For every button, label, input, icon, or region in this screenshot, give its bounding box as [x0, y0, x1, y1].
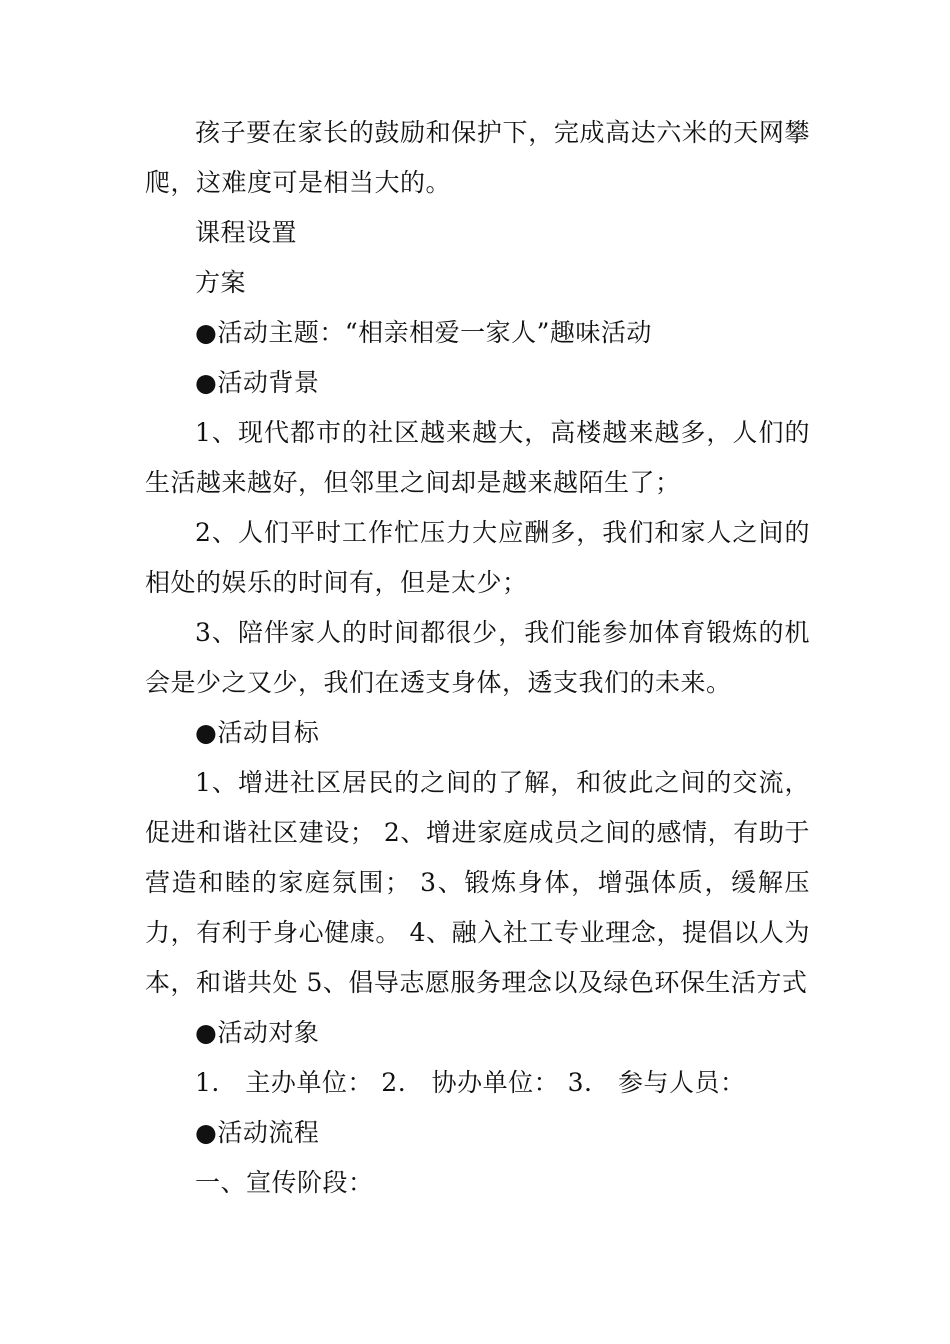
- organizers-line: 1. 主办单位： 2. 协办单位： 3. 参与人员：: [195, 1068, 746, 1097]
- heading-course-setup: 课程设置: [195, 218, 298, 247]
- heading-activity-background: ●活动背景: [195, 368, 320, 397]
- activity-theme: ●活动主题：“相亲相爱一家人”趣味活动: [195, 318, 652, 347]
- heading-activity-goals: ●活动目标: [195, 718, 320, 747]
- heading-activity-process: ●活动流程: [195, 1118, 320, 1147]
- document-page: [145, 108, 810, 1208]
- stage-publicity: 一、宣传阶段：: [195, 1168, 374, 1197]
- background-item-2: 2、人们平时工作忙压力大应酬多，我们和家人之间的相处的娱乐的时间有，但是太少；: [145, 518, 810, 597]
- heading-plan: 方案: [195, 268, 247, 297]
- background-item-1: 1、现代都市的社区越来越大，高楼越来越多，人们的生活越来越好，但邻里之间却是越来越陌生了；: [145, 418, 810, 497]
- goals-paragraph: 1、增进社区居民的之间的了解，和彼此之间的交流，促进和谐社区建设； 2、增进家庭成员之间的感情，有助于营造和睦的家庭氛围； 3、锻炼身体，增强体质，缓解压力，有利于身心健康。 4、融入社工专业理念，提倡以人为本，和谐共处 5、倡导志愿服务理念以及绿色环保生活方式: [145, 768, 810, 997]
- heading-activity-target: ●活动对象: [195, 1018, 320, 1047]
- paragraph-intro: 孩子要在家长的鼓励和保护下，完成高达六米的天网攀爬，这难度可是相当大的。: [145, 118, 810, 197]
- background-item-3: 3、陪伴家人的时间都很少，我们能参加体育锻炼的机会是少之又少，我们在透支身体，透支我们的未来。: [145, 618, 810, 697]
